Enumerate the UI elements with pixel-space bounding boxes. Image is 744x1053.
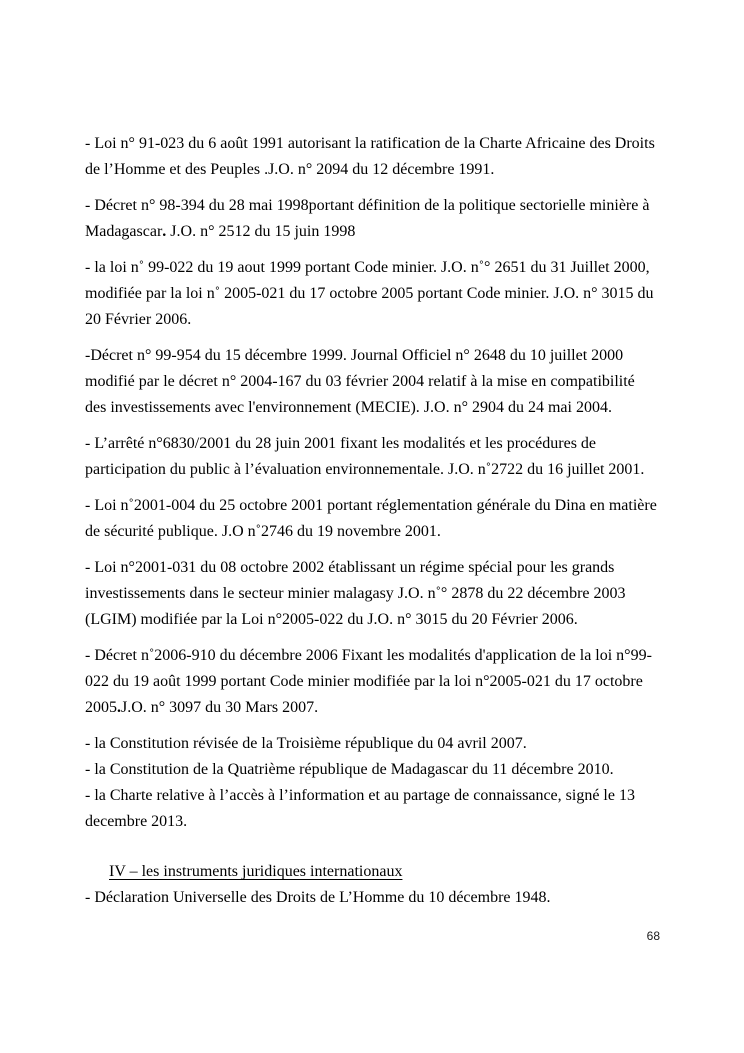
law-entry-loi-99-022: - la loi n˚ 99-022 du 19 aout 1999 portant Code minier. J.O. n˚° 2651 du 31 Juillet 2000, modifiée par la loi n˚ 2005-021 du 17 octobre 2005 portant Code minier. J.O. n° 3015 du 20 Février 2006. xyxy=(85,259,654,328)
section-heading-iv xyxy=(85,859,660,885)
law-entry-constitution-2010: - la Constitution de la Quatrième république de Madagascar du 11 décembre 2010. xyxy=(85,761,614,778)
law-entry-text: - Décret n˚2006-910 du décembre 2006 Fixant les modalités d'application de la loi n°99-022 du 19 août 1999 portant Code minier modifiée par la loi n°2005-021 du 17 octobre 2005 xyxy=(85,647,652,716)
law-entry-loi-2001-004: - Loi n˚2001-004 du 25 octobre 2001 portant réglementation générale du Dina en matière de sécurité publique. J.O n˚2746 du 19 novembre 2001. xyxy=(85,497,657,540)
bold-period: . xyxy=(162,223,167,240)
law-entry-decret-99-954: -Décret n° 99-954 du 15 décembre 1999. Journal Officiel n° 2648 du 10 juillet 2000 modifié par le décret n° 2004-167 du 03 février 2004 relatif à la mise en compatibilité des investissements avec l'environnement (MECIE). J.O. n° 2904 du 24 mai 2004. xyxy=(85,347,635,416)
law-entry-constitution-2007: - la Constitution révisée de la Troisième république du 04 avril 2007. xyxy=(85,735,527,752)
law-entry-decret-98-394 xyxy=(85,193,660,245)
law-entry-declaration-1948: - Déclaration Universelle des Droits de L’Homme du 10 décembre 1948. xyxy=(85,889,551,906)
law-entry-charte-2013: - la Charte relative à l’accès à l’information et au partage de connaissance, signé le 13 decembre 2013. xyxy=(85,787,635,830)
page-number: 68 xyxy=(646,929,660,943)
law-entry-arrete-6830-2001: - L’arrêté n°6830/2001 du 28 juin 2001 fixant les modalités et les procédures de participation du public à l’évaluation environnementale. J.O. n˚2722 du 16 juillet 2001. xyxy=(85,435,645,478)
section-heading-text: IV – les instruments juridiques internationaux xyxy=(109,863,403,880)
law-entry-loi-2001-031: - Loi n°2001-031 du 08 octobre 2002 établissant un régime spécial pour les grands investissements dans le secteur minier malagasy J.O. n˚° 2878 du 22 décembre 2003 (LGIM) modifiée par la Loi n°2005-022 du J.O. n° 3015 du 20 Février 2006. xyxy=(85,559,626,628)
document-page xyxy=(85,131,660,921)
law-entry-text: J.O. n° 2512 du 15 juin 1998 xyxy=(166,223,356,240)
law-entry-text: - Décret n° 98-394 du 28 mai 1998portant définition de la politique sectorielle minière à Madagascar xyxy=(85,197,650,240)
law-entry-text: J.O. n° 3097 du 30 Mars 2007. xyxy=(121,699,319,716)
bold-period: . xyxy=(117,699,121,716)
law-entry-decret-2006-910 xyxy=(85,643,660,721)
law-entry-loi-91-023: - Loi n° 91-023 du 6 août 1991 autorisant la ratification de la Charte Africaine des Droits de l’Homme et des Peuples .J.O. n° 2094 du 12 décembre 1991. xyxy=(85,135,655,178)
